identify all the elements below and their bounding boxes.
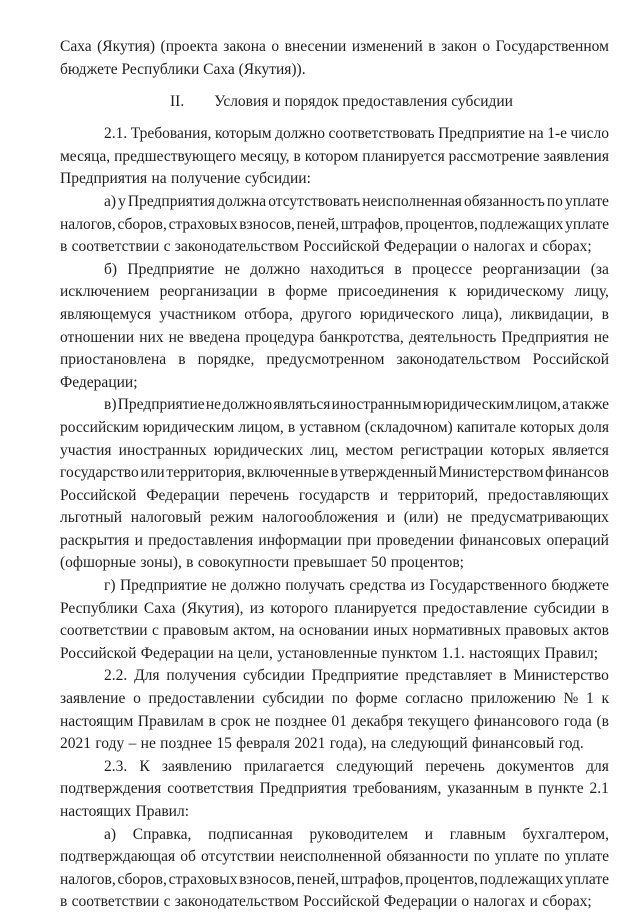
text-line: подтверждающая об отсутствии неисполненной обязанности по уплате по уплате [60,848,609,866]
section-number: II. [170,92,185,110]
text-line: раскрытия и предоставления информации при проведении финансовых операций [60,531,609,549]
text-line: Российской Федерации перечень государств и территорий, предоставляющих [60,486,609,504]
text-line: подтверждения соответствия Предприятия требованиям, указанным в пункте 2.1 [60,780,609,798]
text-line: Предприятия на получение субсидии: [60,170,311,188]
text-line: Федерации; [60,373,138,391]
text-line: 2.2. Для получения субсидии Предприятие представляет в Министерство [104,667,609,685]
text-line: налогов, сборов, страховых взносов, пеней, штрафов, процентов, подлежащих уплате [60,215,609,233]
text-line: 2021 году – не позднее 15 февраля 2021 года), на следующий финансовый год. [60,735,584,753]
text-line: налогов, сборов, страховых взносов, пеней, штрафов, процентов, подлежащих уплате [60,870,609,888]
text-line: приостановлена в порядке, предусмотренном законодательством Российской [60,351,609,369]
text-line: а) у Предприятия должна отсутствовать неисполненная обязанность по уплате [104,192,609,210]
text-line: соответствии с правовым актом, на основании иных нормативных правовых актов [60,622,609,640]
text-line: бюджете Республики Саха (Якутия)). [60,60,306,78]
paragraph-p-2-2 [60,665,609,755]
text-line: а) Справка, подписанная руководителем и главным бухгалтером, [104,825,609,843]
document-body [60,36,609,914]
paragraph-p-g [60,575,609,665]
text-line: государство или территория, включенные в утвержденный Министерством финансов [60,464,609,482]
text-line: Республики Саха (Якутия), из которого планируется предоставление субсидии в [60,599,609,617]
text-line: российским юридическим лицом, в уставном (складочном) капитале которых доля [60,418,609,436]
text-line: 2.3. К заявлению прилагается следующий перечень документов для [104,757,609,775]
text-line: б) Предприятие не должно находиться в процессе реорганизации (за [104,260,609,278]
paragraph-p-v [60,394,609,575]
text-line: 2.1. Требования, которым должно соответствовать Предприятие на 1-е число [104,125,609,143]
intro-paragraph [60,36,609,81]
text-line: заявление о предоставлении субсидии по форме согласно приложению № 1 к [60,690,609,708]
paragraph-p-b [60,259,609,395]
text-line: Саха (Якутия) (проекта закона о внесении изменений в закон о Государственном [60,38,609,55]
text-line: настоящих Правил: [60,803,190,820]
text-line: участия иностранных юридических лиц, местом регистрации которых является [60,441,609,459]
paragraph-p-a [60,191,609,259]
section-heading [60,81,609,123]
paragraph-p-a2 [60,824,609,914]
paragraph-list [60,123,609,914]
text-line: льготный налоговый режим налогообложения и (или) не предусматривающих [60,509,609,527]
text-line: Российской Федерации на цели, установленные пунктом 1.1. настоящих Правил; [60,644,599,662]
paragraph-p-2-3 [60,756,609,824]
text-line: в соответствии с законодательством Российской Федерации о налогах и сборах; [60,893,592,911]
text-line: настоящим Правилам в срок не позднее 01 декабря текущего финансового года (в [60,712,609,730]
text-line: месяца, предшествующего месяцу, в котором планируется рассмотрение заявления [60,147,609,165]
section-title: Условия и порядок предоставления субсидии [214,92,513,110]
text-line: в соответствии с законодательством Российской Федерации о налогах и сборах; [60,238,592,256]
text-line: г) Предприятие не должно получать средства из Государственного бюджете [104,577,609,595]
text-line: исключением реорганизации в форме присоединения к юридическому лицу, [60,283,609,301]
text-line: (офшорные зоны), в совокупности превышает 50 процентов; [60,554,464,572]
paragraph-p-2-1 [60,123,609,191]
text-line: отношении них не введена процедура банкротства, деятельность Предприятия не [60,328,609,346]
text-line: в) Предприятие не должно являться иностранным юридическим лицом, а также [104,396,609,414]
text-line: являющемуся участником отбора, другого юридического лица), ликвидации, в [60,305,609,323]
